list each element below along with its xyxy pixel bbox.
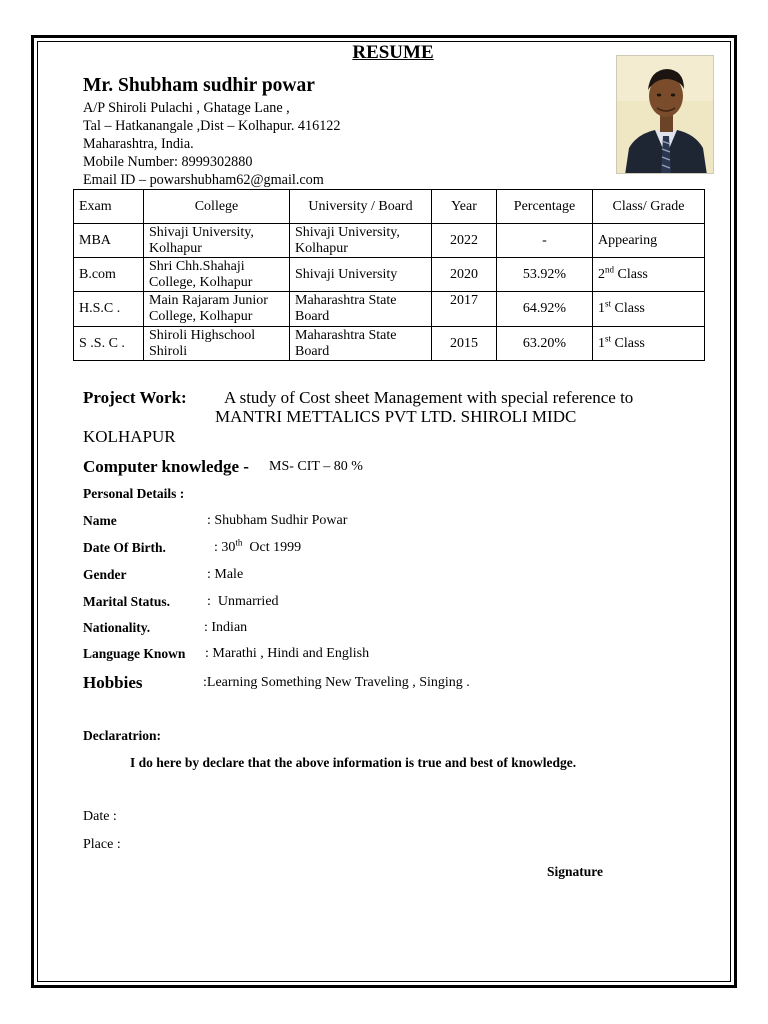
language-value: : Marathi , Hindi and English <box>205 646 370 661</box>
cell-university: Shivaji University <box>290 258 432 292</box>
declaration-label: Declaratrion: <box>83 728 161 743</box>
email-id: Email ID – powarshubham62@gmail.com <box>83 172 324 188</box>
profile-photo <box>616 55 714 174</box>
dob-label: Date Of Birth. <box>83 540 166 555</box>
table-row <box>74 327 705 361</box>
table-header-row <box>74 190 705 224</box>
cell-year: 2022 <box>432 224 497 258</box>
language-label: Language Known <box>83 646 186 661</box>
table-row <box>74 224 705 258</box>
cell-college: Shri Chh.Shahaji College, Kolhapur <box>144 258 290 292</box>
hobbies-value: :Learning Something New Traveling , Singing . <box>203 675 470 690</box>
header-grade: Class/ Grade <box>593 190 705 224</box>
cell-university: Shivaji University, Kolhapur <box>290 224 432 258</box>
hobbies-label: Hobbies <box>83 673 143 692</box>
table-row <box>74 258 705 292</box>
cell-college: Shiroli Highschool Shiroli <box>144 327 290 361</box>
cell-exam: MBA <box>74 224 144 258</box>
dob-value: : 30th Oct 1999 <box>214 537 302 555</box>
table-row <box>74 292 705 327</box>
project-work-line-3: KOLHAPUR <box>83 427 176 446</box>
cell-grade: 2nd Class <box>593 258 705 292</box>
computer-knowledge-value: MS- CIT – 80 % <box>269 459 363 474</box>
declaration-text: I do here by declare that the above information is true and best of knowledge. <box>130 755 577 770</box>
nationality-label: Nationality. <box>83 620 151 635</box>
cell-year: 2020 <box>432 258 497 292</box>
cell-percentage: 64.92% <box>497 292 593 327</box>
cell-year: 2017 <box>432 292 497 327</box>
cell-percentage: 53.92% <box>497 258 593 292</box>
cell-university: Maharashtra State Board <box>290 292 432 327</box>
cell-college: Shivaji University, Kolhapur <box>144 224 290 258</box>
project-work-label: Project Work: <box>83 388 187 407</box>
header-percentage: Percentage <box>497 190 593 224</box>
name-value: : Shubham Sudhir Powar <box>207 513 348 528</box>
person-photo-icon <box>617 56 714 174</box>
cell-grade: Appearing <box>593 224 705 258</box>
address-line-3: Maharashtra, India. <box>83 136 194 152</box>
personal-details-heading: Personal Details : <box>83 486 185 501</box>
header-university: University / Board <box>290 190 432 224</box>
mobile-number: Mobile Number: 8999302880 <box>83 154 253 170</box>
cell-college: Main Rajaram Junior College, Kolhapur <box>144 292 290 327</box>
computer-knowledge-label: Computer knowledge - <box>83 457 249 476</box>
resume-title: RESUME <box>352 42 434 63</box>
gender-label: Gender <box>83 567 127 582</box>
date-label: Date : <box>83 809 117 824</box>
cell-grade: 1st Class <box>593 327 705 361</box>
nationality-value: : Indian <box>204 620 248 635</box>
address-line-2: Tal – Hatkanangale ,Dist – Kolhapur. 416122 <box>83 118 341 134</box>
header-college: College <box>144 190 290 224</box>
cell-grade: 1st Class <box>593 292 705 327</box>
marital-status-value: : Unmarried <box>207 594 279 609</box>
cell-exam: S .S. C . <box>74 327 144 361</box>
cell-university: Maharashtra State Board <box>290 327 432 361</box>
cell-percentage: 63.20% <box>497 327 593 361</box>
cell-exam: H.S.C . <box>74 292 144 327</box>
address-line-1: A/P Shiroli Pulachi , Ghatage Lane , <box>83 100 290 116</box>
marital-status-label: Marital Status. <box>83 594 170 609</box>
header-exam: Exam <box>74 190 144 224</box>
place-label: Place : <box>83 837 121 852</box>
education-table <box>73 189 705 361</box>
cell-year: 2015 <box>432 327 497 361</box>
candidate-name: Mr. Shubham sudhir powar <box>83 75 315 96</box>
project-work-line-1: A study of Cost sheet Management with special reference to <box>224 388 634 407</box>
signature-label: Signature <box>547 864 604 879</box>
header-year: Year <box>432 190 497 224</box>
gender-value: : Male <box>207 567 244 582</box>
cell-percentage: - <box>497 224 593 258</box>
name-label: Name <box>83 513 117 528</box>
cell-exam: B.com <box>74 258 144 292</box>
project-work-line-2: MANTRI METTALICS PVT LTD. SHIROLI MIDC <box>215 407 577 426</box>
